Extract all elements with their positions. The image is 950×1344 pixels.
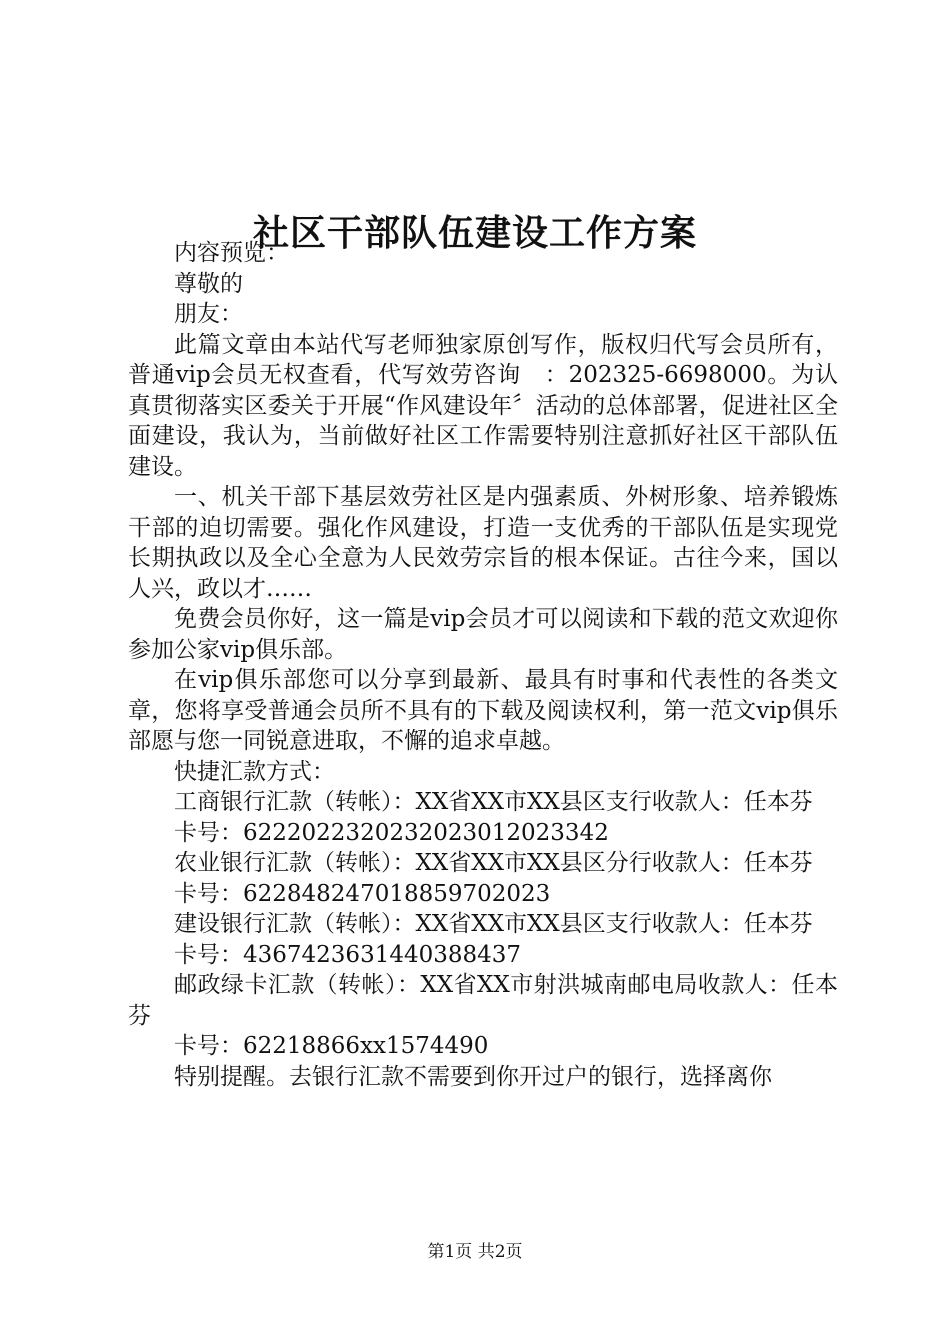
document-body: [128, 238, 838, 1092]
paragraph-salutation: 尊敬的: [174, 270, 243, 297]
document-title: 社区干部队伍建设工作方案: [252, 212, 697, 255]
paragraph-vip-club: 在vip俱乐部您可以分享到最新、最具有时事和代表性的各类文章，您将享受普通会员所不具有的下载及阅读权利，第一范文vip俱乐部愿与您一同锐意进取，不懈的追求卓越。: [128, 667, 838, 754]
paragraph-preview-label: 内容预览：: [174, 240, 289, 266]
paragraph-abc: 农业银行汇款（转帐）：XX省XX市XX县区分行收款人：任本芬: [174, 850, 813, 876]
paragraph-payment-methods: 快捷汇款方式：: [174, 758, 335, 785]
paragraph-intro: 此篇文章由本站代写老师独家原创写作，版权归代写会员所有，普通vip会员无权查看，代写效劳咨询 ：202325-6698000。为认真贯彻落实区委关于开展“作风建设年〞活动的总体部署，促进社区全面建设，我认为，当前做好社区工作需要特别注意抓好社区干部队伍建设。: [128, 331, 838, 480]
paragraph-free-member: 免费会员你好，这一篇是vip会员才可以阅读和下载的范文欢迎你参加公家vip俱乐部。: [128, 606, 838, 663]
paragraph-section-one: 一、机关干部下基层效劳社区是内强素质、外树形象、培养锻炼干部的迫切需要。强化作风建设，打造一支优秀的干部队伍是实现党长期执政以及全心全意为人民效劳宗旨的根本保证。古往今来，国以人兴，政以才……: [128, 484, 838, 602]
paragraph-postal: 邮政绿卡汇款（转帐）：XX省XX市射洪城南邮电局收款人：任本芬: [128, 972, 838, 1029]
paragraph-postal-card: 卡号：62218866xx1574490: [174, 1033, 489, 1059]
paragraph-icbc-card: 卡号：6222022320232023012023342: [174, 819, 609, 846]
paragraph-friend: 朋友：: [174, 301, 243, 327]
page-footer: 第1页 共2页: [427, 1242, 523, 1262]
paragraph-abc-card: 卡号：6228482470188597020​23: [174, 880, 551, 907]
paragraph-ccb-card: 卡号：4367423631440388437: [174, 941, 522, 968]
paragraph-ccb: 建设银行汇款（转帐）：XX省XX市XX县区支行收款人：任本芬: [174, 911, 813, 937]
paragraph-reminder: 特别提醒。去银行汇款不需要到你开过户的银行，选择离你: [174, 1063, 772, 1090]
paragraph-icbc: 工商银行汇款（转帐）：XX省XX市XX县区支行收款人：任本芬: [174, 789, 813, 815]
